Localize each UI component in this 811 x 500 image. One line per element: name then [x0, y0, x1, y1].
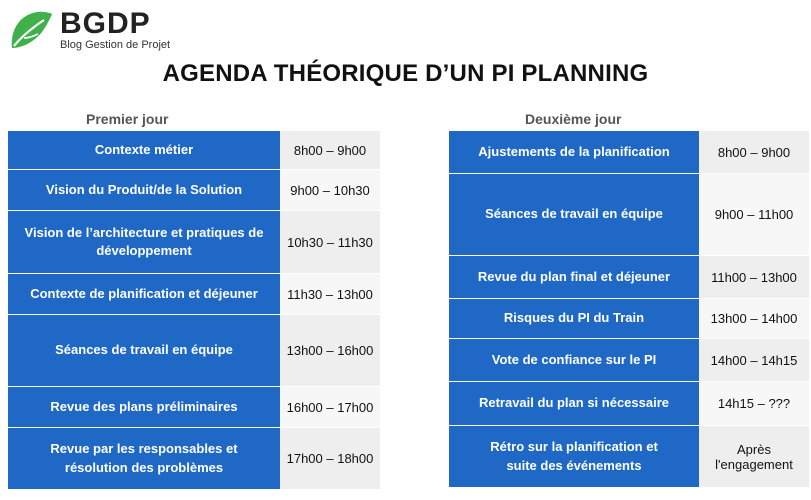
activity-cell: Vision de l’architecture et pratiques de développement	[8, 211, 280, 274]
time-cell: 16h00 – 17h00	[280, 387, 380, 428]
time-cell: 9h00 – 11h00	[699, 174, 809, 256]
activity-cell: Risques du PI du Train	[449, 299, 699, 339]
time-cell: 13h00 – 14h00	[699, 299, 809, 339]
logo	[8, 8, 170, 52]
time-cell: 17h00 – 18h00	[280, 428, 380, 490]
activity-cell: Retravail du plan si nécessaire	[449, 382, 699, 426]
time-cell: Après l'engagement	[699, 426, 809, 488]
time-cell: 11h00 – 13h00	[699, 256, 809, 299]
time-cell: 8h00 – 9h00	[699, 131, 809, 174]
activity-cell: Revue des plans préliminaires	[8, 387, 280, 428]
day1-agenda-table	[8, 131, 380, 490]
page-title: AGENDA THÉORIQUE D’UN PI PLANNING	[162, 60, 649, 87]
activity-cell: Revue du plan final et déjeuner	[449, 256, 699, 299]
time-cell: 14h00 – 14h15	[699, 339, 809, 382]
day1-header: Premier jour	[86, 111, 169, 127]
day2-header: Deuxième jour	[525, 111, 622, 127]
activity-cell: Vote de confiance sur le PI	[449, 339, 699, 382]
brand-name: BGDP	[60, 7, 151, 40]
leaf-logo-icon	[8, 8, 54, 52]
activity-cell: Séances de travail en équipe	[449, 174, 699, 256]
time-cell: 13h00 – 16h00	[280, 315, 380, 387]
activity-cell: Rétro sur la planification et suite des événements	[449, 426, 699, 488]
time-cell: 11h30 – 13h00	[280, 274, 380, 315]
activity-cell: Séances de travail en équipe	[8, 315, 280, 387]
time-cell: 8h00 – 9h00	[280, 131, 380, 170]
time-cell: 14h15 – ???	[699, 382, 809, 426]
activity-cell: Contexte métier	[8, 131, 280, 170]
activity-cell: Ajustements de la planification	[449, 131, 699, 174]
activity-cell: Revue par les responsables et résolution des problèmes	[8, 428, 280, 490]
brand-subtitle: Blog Gestion de Projet	[60, 39, 171, 51]
time-cell: 9h00 – 10h30	[280, 170, 380, 211]
activity-cell: Vision du Produit/de la Solution	[8, 170, 280, 211]
day2-agenda-table	[449, 131, 809, 488]
activity-cell: Contexte de planification et déjeuner	[8, 274, 280, 315]
time-cell: 10h30 – 11h30	[280, 211, 380, 274]
